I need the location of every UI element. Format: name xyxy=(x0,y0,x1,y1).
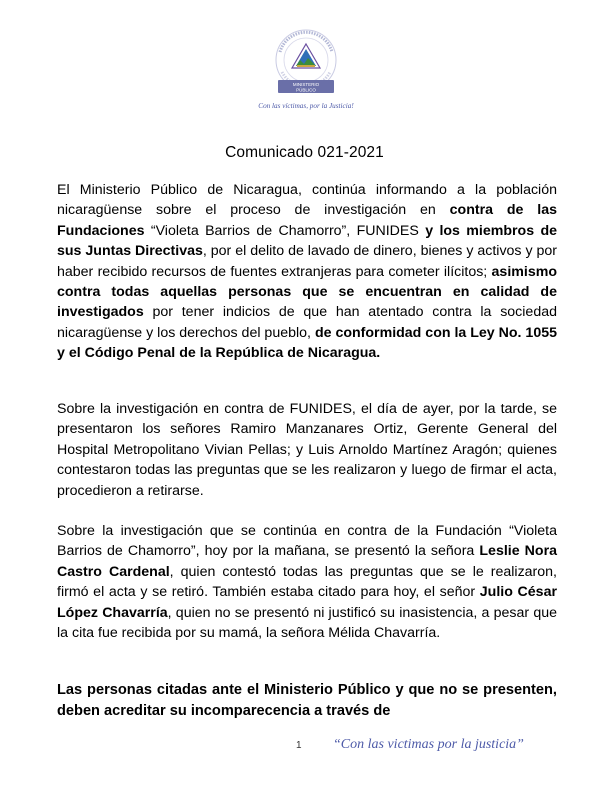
text-run: Sobre la investigación que se continúa en contra de la Fundación “Violeta Barrios de Chamorro”, hoy por la mañana, se presentó la señora xyxy=(57,523,557,560)
bold-text-run: de conformidad con la Ley No. 1055 y el Código Penal de la República de Nicaragua. xyxy=(57,324,557,362)
paragraph-2 xyxy=(57,399,557,501)
text-run: , quien contestó todas las preguntas que se le realizaron, firmó el acta y se retiró. También estaba citado para hoy, el señor xyxy=(57,563,557,601)
bold-text-run: Julio César López Chavarría xyxy=(57,584,557,621)
text-run: , por el delito de lavado de dinero, bienes y activos y por haber recibido recursos de fuentes extranjeras para cometer ilícitos; xyxy=(57,243,558,280)
text-run: El Ministerio Público de Nicaragua, continúa informando a la población nicaragüense sobre el proceso de investigación en xyxy=(57,182,557,219)
footer-motto: “Con las victimas por la justicia” xyxy=(333,737,524,752)
svg-text:MINISTERIO: MINISTERIO xyxy=(292,82,320,87)
paragraph-3 xyxy=(57,521,557,643)
text-run: “Violeta Barrios de Chamorro”, FUNIDES xyxy=(144,222,426,239)
page-footer xyxy=(0,737,609,757)
bold-text-run: contra de las Fundaciones xyxy=(57,202,557,239)
bold-text-run: asimismo contra todas aquellas personas que se encuentran en calidad de investigados xyxy=(57,263,557,321)
paragraph-1 xyxy=(57,180,557,364)
paragraph-4 xyxy=(57,680,557,722)
text-run: , quien no se presentó ni justificó su inasistencia, a pesar que la cita fue recibida por su mamá, la señora Mélida Chavarría. xyxy=(57,604,557,642)
bold-text-run: Leslie Nora Castro Cardenal xyxy=(57,543,557,580)
ministerio-publico-logo xyxy=(244,22,368,122)
page-number: 1 xyxy=(296,740,302,751)
text-run: Sobre la investigación en contra de FUNIDES, el día de ayer, por la tarde, se presentaron los señores Ramiro Manzanares Ortiz, Gerente General del Hospital Metropolitano Vivian Pellas; y Luis Arnoldo Martínez Aragón; quienes contestaron todas las preguntas que se les realizaron y luego de firmar el acta, procedieron a retirarse. xyxy=(57,401,557,499)
bold-text-run: Las personas citadas ante el Ministerio Público y que no se presenten, deben acreditar su incomparecencia a través de xyxy=(57,682,557,719)
text-run: por tener indicios de que han atentado contra la sociedad nicaragüense y los derechos del pueblo, xyxy=(57,304,557,341)
bold-text-run: y los miembros de sus Juntas Directivas xyxy=(57,222,558,260)
communique-title: Comunicado 021-2021 xyxy=(225,144,384,161)
svg-text:PÚBLICO: PÚBLICO xyxy=(296,87,316,93)
svg-text:Con las víctimas, por la Justi: Con las víctimas, por la Justicia! xyxy=(258,102,354,110)
